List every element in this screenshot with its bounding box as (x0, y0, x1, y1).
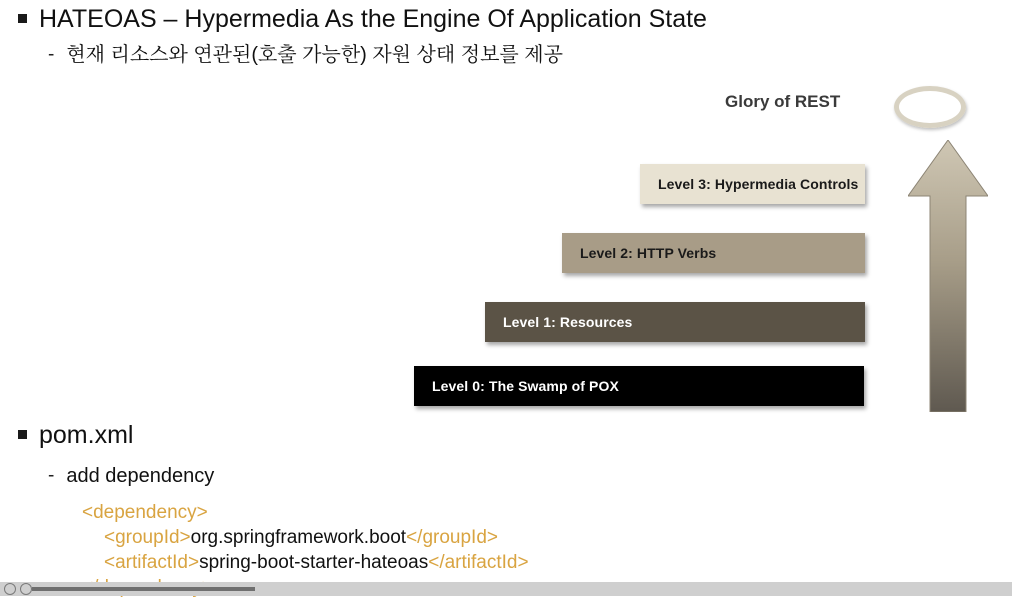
bullet-hateoas (18, 4, 707, 34)
video-player-bar[interactable] (0, 582, 1012, 596)
bullet-pom-xml-sub-label: add dependency (66, 465, 215, 487)
level-bar-2-label: Level 2: HTTP Verbs (580, 245, 717, 261)
dash-bullet-icon: - (48, 44, 55, 65)
xml-tag: <dependency> (82, 502, 208, 523)
dash-bullet-icon: - (48, 465, 55, 486)
bullet-hateoas-sub (48, 42, 563, 68)
square-bullet-icon (18, 430, 27, 439)
xml-tag: </groupId> (406, 527, 498, 548)
xml-tag: </artifactId> (428, 552, 529, 573)
bullet-pom-xml (18, 420, 133, 450)
level-bar-1 (485, 302, 865, 342)
bullet-hateoas-label: HATEOAS – Hypermedia As the Engine Of Application State (39, 5, 707, 33)
xml-tag: <artifactId> (104, 552, 200, 573)
player-progress-bar[interactable] (32, 587, 255, 591)
glory-ring-icon (894, 86, 966, 128)
richardson-maturity-diagram (400, 78, 1000, 418)
code-line (82, 500, 529, 525)
square-bullet-icon (18, 14, 27, 23)
code-line (82, 525, 529, 550)
xml-tag: <groupId> (104, 527, 191, 548)
level-bar-1-label: Level 1: Resources (503, 314, 633, 330)
level-bar-3 (640, 164, 865, 204)
level-bar-0 (414, 366, 864, 406)
level-bar-0-label: Level 0: The Swamp of POX (432, 378, 619, 394)
level-bar-2 (562, 233, 865, 273)
pause-button-icon[interactable] (20, 583, 32, 595)
bullet-hateoas-sub-label: 현재 리소스와 연관된(호출 가능한) 자원 상태 정보를 제공 (66, 44, 563, 66)
xml-text: spring-boot-starter-hateoas (199, 552, 429, 573)
bullet-pom-xml-sub (48, 463, 214, 489)
bullet-pom-xml-label: pom.xml (39, 421, 134, 449)
level-bar-3-label: Level 3: Hypermedia Controls (658, 176, 859, 192)
xml-text: org.springframework.boot (190, 527, 407, 548)
upward-arrow-icon (908, 140, 988, 412)
code-line (82, 550, 529, 575)
glory-of-rest-label: Glory of REST (725, 92, 841, 111)
play-button-icon[interactable] (4, 583, 16, 595)
